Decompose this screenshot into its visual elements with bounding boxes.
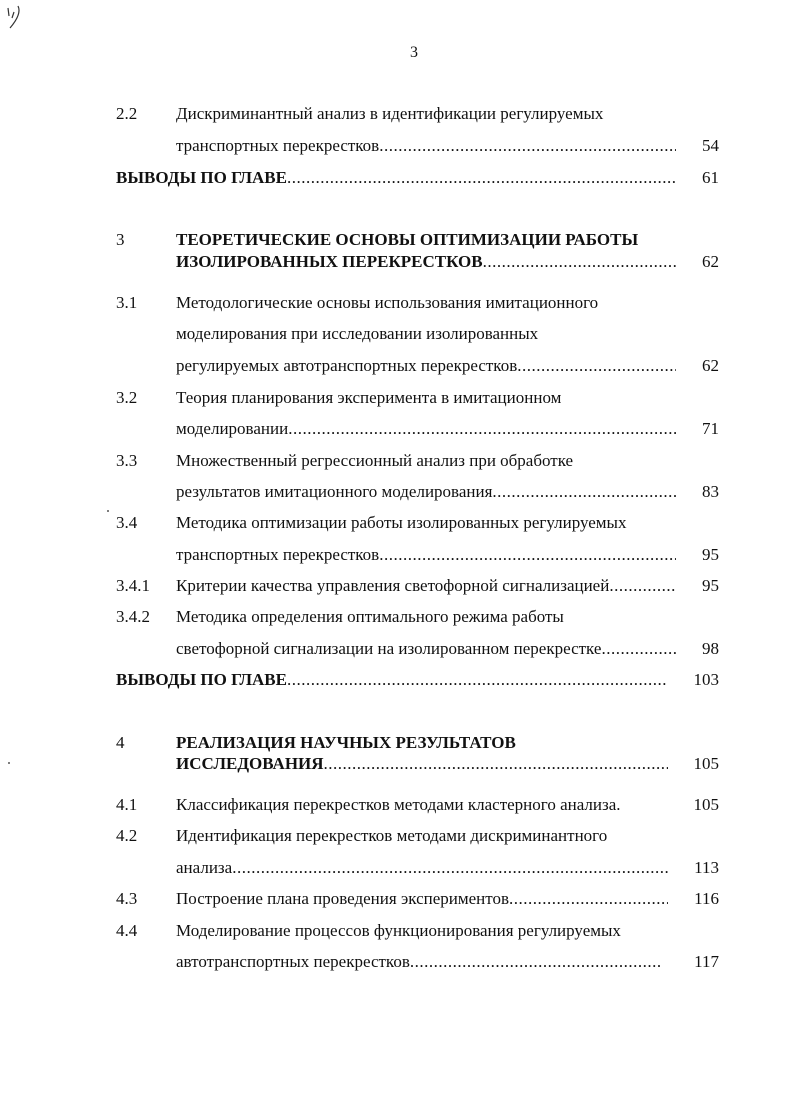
toc-title-line: регулируемых автотранспортных перекрестков [176,356,518,375]
toc-number: 2.2 [116,104,138,123]
toc-number: 3.2 [116,388,138,407]
toc-number: 3.3 [116,451,138,470]
toc-number: 3 [116,230,125,249]
toc-page-number: 105 [693,754,719,773]
leader-dots [410,950,662,974]
toc-number: 4.2 [116,826,138,845]
toc-entry-4-3 [0,887,792,911]
toc-page-number: 113 [694,858,719,877]
toc-title-line: светофорной сигнализации на изолированном перекрестке [176,639,602,658]
toc-page-number: 62 [702,252,719,271]
toc-title-line: результатов имитационного моделирования [176,482,493,501]
leader-dots [379,134,676,158]
toc-title-line: ТЕОРЕТИЧЕСКИЕ ОСНОВЫ ОПТИМИЗАЦИИ РАБОТЫ [176,230,639,249]
toc-number: 3.4 [116,513,138,532]
toc-title-line: моделирования при исследовании изолированных [176,324,539,343]
toc-title-line: Методологические основы использования имитационного [176,293,599,312]
toc-title-line: Множественный регрессионный анализ при обработке [176,451,574,470]
leader-dots [379,543,676,567]
toc-title-line: Теория планирования эксперимента в имитационном [176,388,562,407]
toc-number: 4.4 [116,921,138,940]
leader-dots [509,887,668,911]
toc-entry-chapter-conclusions [0,166,792,190]
toc-page-number: 117 [694,952,719,971]
toc-title-line: ИССЛЕДОВАНИЯ [176,754,324,773]
toc-entry-3-4-1 [0,574,792,598]
toc-page-number: 71 [702,419,719,438]
toc-title-line: автотранспортных перекрестков [176,952,410,971]
toc-entry-chapter-3 [0,228,792,252]
leader-dots [601,637,676,661]
toc-title-line: транспортных перекрестков [176,136,380,155]
leader-dots [483,250,676,274]
toc-page-number: 83 [702,482,719,501]
toc-entry-chapter-conclusions [0,668,792,692]
toc-page-number: 98 [702,639,719,658]
toc-page-number: 105 [693,795,719,814]
toc-page-number: 103 [693,670,719,689]
toc-title-line: Построение плана проведения экспериментов [176,889,510,908]
leader-dots [492,480,676,504]
toc-title-line: РЕАЛИЗАЦИЯ НАУЧНЫХ РЕЗУЛЬТАТОВ [176,733,516,752]
toc-page-number: 116 [694,889,719,908]
toc-entry-4-4 [0,919,792,943]
page-number: 3 [410,44,418,61]
toc-title-line: моделировании [176,419,289,438]
leader-dots [287,668,668,692]
toc-entry-3-2 [0,386,792,410]
toc-title-line: Моделирование процессов функционирования регулируемых [176,921,621,940]
leader-dots [288,417,676,441]
toc-title-line: Дискриминантный анализ в идентификации регулируемых [176,104,604,123]
toc-entry-3-4-2 [0,605,792,629]
toc-entry-2-2 [0,102,792,126]
toc-title-line: Методика определения оптимального режима работы [176,607,564,626]
leader-dots [609,574,676,598]
toc-title-line: Идентификация перекрестков методами дискриминантного [176,826,608,845]
toc-entry-3-3 [0,449,792,473]
toc-title-line: ИЗОЛИРОВАННЫХ ПЕРЕКРЕСТКОВ [176,252,483,271]
toc-entry-3-1 [0,291,792,315]
toc-page-number: 95 [702,576,719,595]
leader-dots [287,166,676,190]
toc-number: 4.3 [116,889,138,908]
toc-title-line: Критерии качества управления светофорной сигнализацией [176,576,610,595]
leader-dots [517,354,676,378]
toc-number: 4 [116,733,125,752]
toc-page-number: 95 [702,545,719,564]
toc-page-number: 61 [702,168,719,187]
leader-dots [324,752,668,776]
toc-number: 4.1 [116,795,138,814]
toc-entry-3-4 [0,511,792,535]
toc-title-line: ВЫВОДЫ ПО ГЛАВЕ [116,670,287,689]
leader-dots [232,856,668,880]
toc-number: 3.4.1 [116,576,150,595]
pen-mark-scribble [4,2,34,32]
toc-entry-4-2 [0,824,792,848]
toc-number: 3.1 [116,293,138,312]
toc-page-number: 54 [702,136,719,155]
toc-title-line: транспортных перекрестков [176,545,380,564]
toc-title-line: Методика оптимизации работы изолированных регулируемых [176,513,627,532]
toc-title-line: анализа [176,858,233,877]
toc-page-number: 62 [702,356,719,375]
toc-title-line: ВЫВОДЫ ПО ГЛАВЕ [116,168,287,187]
toc-entry-4-1 [0,793,792,817]
toc-number: 3.4.2 [116,607,150,626]
toc-title-line: Классификация перекрестков методами кластерного анализа. [176,795,621,814]
